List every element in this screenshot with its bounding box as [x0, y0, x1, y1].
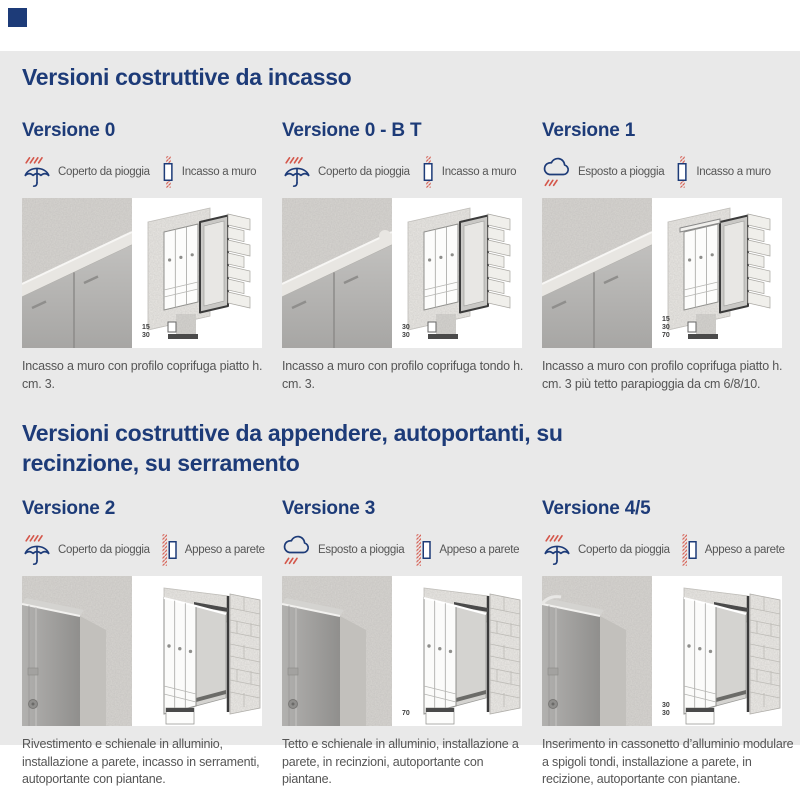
mount-label: Incasso a muro	[696, 166, 771, 179]
caption: Incasso a muro con profilo coprifuga piatto h. cm. 3.	[22, 359, 263, 391]
product-photo	[22, 198, 132, 348]
mount-label: Appeso a parete	[439, 544, 520, 557]
wall-hung-icon	[415, 531, 433, 569]
mount-group	[421, 153, 516, 191]
product-photo	[282, 198, 392, 348]
version-title: Versione 2	[22, 498, 116, 520]
icon-row	[542, 529, 785, 571]
technical-drawing	[656, 576, 782, 726]
weather-group	[282, 155, 410, 189]
mount-label: Appeso a parete	[184, 544, 265, 557]
version-card-45	[542, 498, 794, 789]
weather-group	[542, 533, 670, 567]
cards-row-2	[22, 498, 794, 789]
weather-group	[22, 533, 150, 567]
umbrella-rain-icon	[22, 155, 52, 189]
product-illustration	[542, 576, 782, 726]
product-photo	[282, 576, 392, 726]
version-card-3	[282, 498, 522, 789]
mount-group	[415, 531, 519, 569]
mount-group	[161, 531, 265, 569]
icon-row	[22, 151, 262, 193]
rain-cloud-icon	[542, 155, 572, 189]
product-photo	[22, 576, 132, 726]
dimension-label: 70	[662, 332, 670, 340]
technical-drawing	[136, 198, 262, 348]
dimension-label: 70	[402, 710, 410, 718]
top-white-band	[0, 0, 800, 51]
product-illustration	[22, 576, 262, 726]
version-title: Versione 3	[282, 498, 376, 520]
caption: Inserimento in cassonetto d’alluminio modulare a spigoli tondi, installazione a parete, in recizione, autoportante con piantane.	[542, 737, 794, 787]
caption: Rivestimento e schienale in alluminio, installazione a parete, incasso in serramenti, autoportante con piantane.	[22, 737, 260, 787]
icon-row	[22, 529, 265, 571]
product-illustration	[282, 576, 522, 726]
version-card-0bt	[282, 120, 522, 393]
dimension-label: 30	[402, 324, 410, 332]
weather-label: Coperto da pioggia	[318, 166, 410, 179]
product-illustration	[542, 198, 782, 348]
mount-group	[161, 153, 256, 191]
technical-drawing	[136, 576, 262, 726]
dimension-labels	[662, 316, 670, 340]
dimension-labels	[662, 702, 670, 718]
icon-row	[542, 151, 782, 193]
wall-recessed-icon	[675, 153, 690, 191]
technical-drawing	[396, 198, 522, 348]
technical-drawing	[396, 576, 522, 726]
dimension-label: 15	[662, 316, 670, 324]
icon-row	[282, 529, 522, 571]
mount-label: Incasso a muro	[181, 166, 257, 179]
corner-square	[8, 8, 27, 27]
mount-group	[681, 531, 785, 569]
caption: Incasso a muro con profilo coprifuga piatto h. cm. 3 più tetto parapioggia da cm 6/8/10.	[542, 359, 783, 391]
rain-cloud-icon	[282, 533, 312, 567]
section-heading-appendere: Versioni costruttive da appendere, autoportanti, su recinzione, su serramento	[22, 420, 563, 476]
weather-group	[542, 155, 664, 189]
weather-label: Coperto da pioggia	[58, 166, 150, 179]
weather-label: Coperto da pioggia	[58, 544, 150, 557]
dimension-label: 15	[142, 324, 150, 332]
catalog-page	[0, 51, 800, 787]
weather-label: Coperto da pioggia	[578, 544, 670, 557]
mount-group	[675, 153, 770, 191]
version-title: Versione 1	[542, 120, 636, 142]
dimension-label: 30	[662, 710, 670, 718]
mount-label: Appeso a parete	[704, 544, 785, 557]
wall-hung-icon	[161, 531, 179, 569]
dimension-labels	[402, 324, 410, 340]
umbrella-rain-icon	[542, 533, 572, 567]
product-illustration	[22, 198, 262, 348]
icon-row	[282, 151, 522, 193]
version-card-0	[22, 120, 262, 393]
dimension-labels	[402, 710, 410, 718]
version-card-2	[22, 498, 265, 789]
version-title: Versione 0 - B T	[282, 120, 422, 142]
weather-group	[282, 533, 404, 567]
dimension-label: 30	[402, 332, 410, 340]
version-card-1	[542, 120, 782, 393]
product-illustration	[282, 198, 522, 348]
weather-label: Esposto a pioggia	[578, 166, 665, 179]
caption: Incasso a muro con profilo coprifuga tondo h. cm. 3.	[282, 359, 524, 391]
weather-group	[22, 155, 150, 189]
umbrella-rain-icon	[22, 533, 52, 567]
section-heading-incasso: Versioni costruttive da incasso	[22, 64, 352, 90]
product-photo	[542, 198, 652, 348]
umbrella-rain-icon	[282, 155, 312, 189]
dimension-label: 30	[662, 324, 670, 332]
dimension-label: 30	[662, 702, 670, 710]
cards-row-1	[22, 120, 782, 393]
wall-recessed-icon	[421, 153, 436, 191]
technical-drawing	[656, 198, 782, 348]
dimension-labels	[142, 324, 150, 340]
wall-recessed-icon	[161, 153, 176, 191]
dimension-label: 30	[142, 332, 150, 340]
version-title: Versione 0	[22, 120, 116, 142]
version-title: Versione 4/5	[542, 498, 651, 520]
mount-label: Incasso a muro	[441, 166, 517, 179]
weather-label: Esposto a pioggia	[318, 544, 405, 557]
caption: Tetto e schienale in alluminio, installazione a parete, in recinzioni, autoportante con piantane.	[282, 737, 519, 787]
product-photo	[542, 576, 652, 726]
wall-hung-icon	[681, 531, 699, 569]
